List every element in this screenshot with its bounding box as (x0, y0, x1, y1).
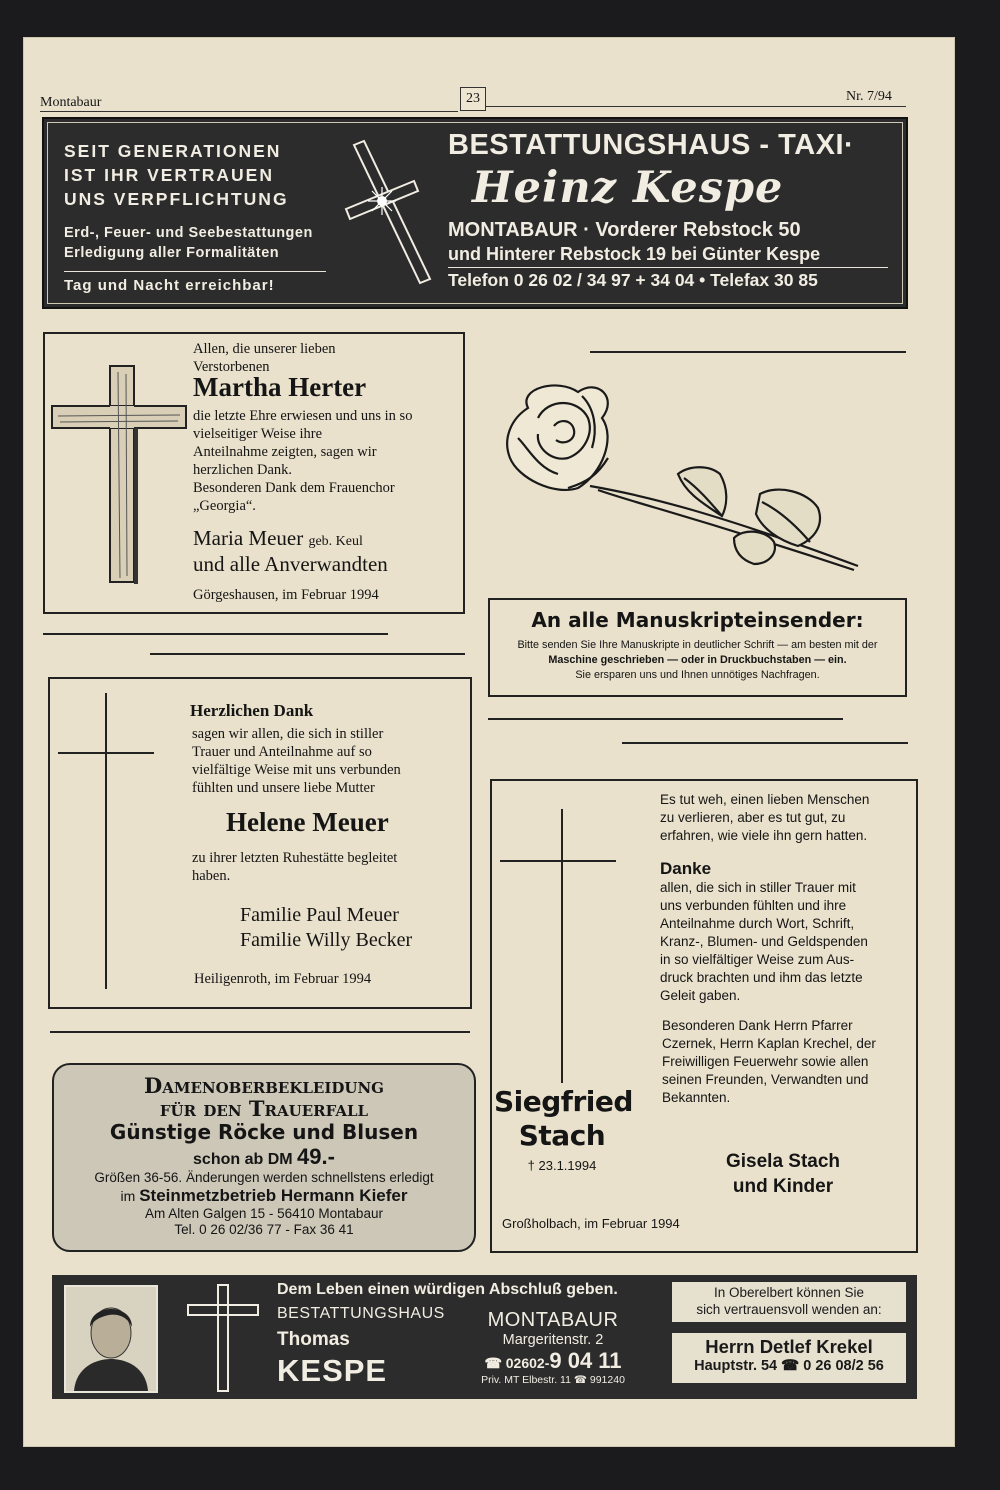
funeral-home-ad-thomas-kespe (52, 1275, 917, 1399)
ad-address-1: MONTABAUR · Vorderer Rebstock 50 (448, 219, 801, 241)
ad-info-box (672, 1282, 906, 1322)
private-phone: Priv. MT Elbestr. 11 ☎ 991240 (481, 1374, 625, 1386)
text-line: erfahren, wie viele ihn gern hatten. (660, 828, 868, 843)
text-line: seinen Freunden, Verwandten und (662, 1072, 869, 1087)
ad-services (64, 223, 313, 263)
family-line: Familie Willy Becker (240, 929, 413, 951)
thanks-heading: Herzlichen Dank (190, 701, 314, 720)
signer-line: Gisela Stach (725, 1151, 841, 1172)
stach-thanks (660, 879, 868, 1005)
ad-phone-separator (448, 267, 888, 268)
text-line: „Georgia“. (193, 498, 256, 514)
text-line: die letzte Ehre erwiesen und uns in so (193, 408, 413, 424)
text-line: Es tut weh, einen lieben Menschen (660, 792, 870, 807)
ad-address-2: und Hinterer Rebstock 19 bei Günter Kespe (448, 244, 821, 264)
ad-contact (468, 1309, 638, 1386)
rule (150, 653, 465, 655)
ad-price (54, 1144, 474, 1170)
text-line: zu verlieren, aber es tut gut, zu (660, 810, 846, 825)
text-line: Besonderen Dank dem Frauenchor (193, 480, 395, 496)
funeral-home-ad-heinz-kespe (42, 117, 908, 309)
place-date: Heiligenroth, im Februar 1994 (194, 971, 372, 987)
text-line: fühlten und unsere liebe Mutter (192, 780, 375, 796)
text-line: vielfältige Weise mit uns verbunden (192, 762, 401, 778)
cross-line-icon (498, 807, 618, 1087)
text-line: allen, die sich in stiller Trauer mit (660, 880, 856, 895)
company-name: Steinmetzbetrieb Hermann Kiefer (139, 1186, 408, 1205)
text-line: Freiwilligen Feuerwehr sowie allen (662, 1054, 869, 1069)
rose-illustration (498, 378, 868, 578)
phone-prefix: ☎ 02602- (484, 1355, 550, 1371)
ad-address: Am Alten Galgen 15 - 56410 Montabaur (145, 1206, 383, 1221)
meuer-after (192, 849, 397, 885)
rule (43, 633, 388, 635)
prefix: im (120, 1188, 136, 1204)
text-line: vielseitiger Weise ihre (193, 426, 323, 442)
text-line: Trauer und Anteilnahme auf so (192, 744, 372, 760)
herter-body (193, 407, 412, 515)
text-line: druck brachten und ihm das letzte (660, 970, 863, 985)
text-line: Anteilnahme zeigten, sagen wir (193, 444, 377, 460)
meuer-body (192, 725, 401, 797)
place-date: Görgeshausen, im Februar 1994 (193, 587, 379, 603)
stach-signers (708, 1149, 858, 1199)
price-value: 49.- (297, 1144, 335, 1169)
text-line: Besonderen Dank Herrn Pfarrer (662, 1018, 853, 1033)
header-issue: Nr. 7/94 (846, 89, 892, 104)
page-number: 23 (460, 87, 486, 111)
mourning-clothing-ad (52, 1063, 476, 1252)
ad-last-name: KESPE (277, 1353, 388, 1388)
text-line: zu ihrer letzten Ruhestätte begleitet (192, 850, 398, 866)
ad-service-line: Erledigung aller Formalitäten (64, 245, 280, 261)
text-line: Allen, die unserer lieben (193, 341, 336, 357)
deceased-name (494, 1085, 633, 1153)
family-line: Familie Paul Meuer (240, 904, 399, 926)
herter-signer (193, 526, 363, 551)
glowing-cross-icon (344, 139, 444, 289)
signer-line: und Kinder (732, 1176, 834, 1197)
ad-slogan: Dem Leben einen würdigen Abschluß geben. (277, 1281, 618, 1298)
ad-slogan (64, 139, 289, 211)
ad-service-line: Erd-, Feuer- und Seebestattungen (64, 225, 313, 241)
signer-name: Maria Meuer (193, 526, 304, 550)
text-line: sich vertrauensvoll wenden an: (696, 1302, 882, 1317)
obituary-notice-herter (43, 332, 465, 614)
meuer-family (240, 903, 412, 953)
price-prefix: schon ab DM (193, 1151, 293, 1168)
rule (622, 742, 908, 744)
person-portrait-icon (66, 1287, 156, 1391)
wooden-cross-icon (50, 364, 190, 586)
ad-slogan-line: UNS VERPFLICHTUNG (64, 189, 289, 209)
street: Margeritenstr. 2 (502, 1332, 604, 1348)
text-line: Geleit gaben. (660, 988, 741, 1003)
ad-headline: für den Trauerfall (159, 1096, 369, 1121)
signer-suffix: geb. Keul (308, 534, 363, 549)
cross-icon (186, 1283, 262, 1393)
ad-separator (64, 271, 326, 272)
ad-subheadline: Günstige Röcke und Blusen (109, 1120, 419, 1144)
thanks-heading: Danke (660, 859, 712, 878)
deceased-name: Martha Herter (193, 372, 367, 402)
phone-line (468, 1348, 638, 1374)
text-line: Maschine geschrieben — oder in Druckbuchstaben — ein. (548, 654, 847, 666)
text-line: Bitte senden Sie Ihre Manuskripte in deutlicher Schrift — am besten mit der (517, 639, 878, 651)
stach-quote (660, 791, 869, 845)
text-line: in so vielfältiger Weise zum Aus- (660, 952, 855, 967)
portrait-photo (64, 1285, 158, 1393)
stach-special (662, 1017, 876, 1107)
place-date: Großholbach, im Februar 1994 (502, 1216, 680, 1231)
cross-line-icon (58, 691, 158, 991)
text-line: Bekannten. (662, 1090, 731, 1105)
ad-phone: Telefon 0 26 02 / 34 97 + 34 04 • Telefax 30 85 (448, 270, 818, 290)
manuscript-body (490, 638, 905, 683)
text-line: herzlichen Dank. (193, 462, 293, 478)
obituary-notice-meuer (48, 677, 472, 1009)
text-line: In Oberelbert können Sie (713, 1285, 865, 1300)
text-line: Anteilnahme durch Wort, Schrift, (660, 916, 855, 931)
rule (50, 1031, 470, 1033)
text-line: haben. (192, 868, 231, 884)
contact-name: Herrn Detlef Krekel (705, 1336, 873, 1357)
ad-headline: Damenoberbekleidung (144, 1073, 384, 1098)
text-line: Sie ersparen uns und Ihnen unnötiges Nachfragen. (575, 669, 820, 681)
text-line: sagen wir allen, die sich in stiller (192, 726, 384, 742)
text-line: Kranz-, Blumen- und Geldspenden (660, 934, 868, 949)
herter-intro (193, 340, 336, 376)
ad-slogan-line: SEIT GENERATIONEN (64, 141, 282, 161)
ad-sizes: Größen 36-56. Änderungen werden schnellstens erledigt (94, 1170, 434, 1185)
rule (488, 718, 843, 720)
ad-contact-box (672, 1333, 906, 1383)
header-rule-right (486, 106, 906, 107)
city: MONTABAUR (487, 1309, 619, 1331)
text-line: Czernek, Herrn Kaplan Krechel, der (662, 1036, 876, 1051)
ad-company: BESTATTUNGSHAUS (277, 1305, 445, 1322)
ad-company-line (54, 1186, 474, 1206)
obituary-notice-stach (490, 779, 918, 1253)
deceased-name: Helene Meuer (226, 807, 389, 837)
header-rule-left (40, 111, 458, 112)
text-line: Verstorbenen (193, 359, 270, 375)
first-name: Siegfried (494, 1085, 633, 1118)
header-town: Montabaur (40, 95, 102, 110)
manuscript-title: An alle Manuskripteinsender: (531, 608, 864, 632)
rule (590, 351, 906, 353)
contact-address: Hauptstr. 54 ☎ 0 26 08/2 56 (694, 1358, 884, 1374)
manuscript-notice (488, 598, 907, 697)
signer-family: und alle Anverwandten (193, 552, 388, 576)
ad-slogan-line: IST IHR VERTRAUEN (64, 165, 274, 185)
last-name: Stach (518, 1119, 606, 1152)
death-date: † 23.1.1994 (527, 1158, 597, 1173)
ad-name-script: Heinz Kespe (472, 163, 784, 213)
text-line: uns verbunden fühlten und ihre (660, 898, 847, 913)
ad-phone: Tel. 0 26 02/36 77 - Fax 36 41 (174, 1222, 354, 1237)
phone-number: 9 04 11 (549, 1348, 622, 1373)
ad-availability: Tag und Nacht erreichbar! (64, 277, 275, 294)
ad-first-name: Thomas (277, 1329, 350, 1350)
ad-company: BESTATTUNGSHAUS - TAXI· (448, 129, 855, 161)
